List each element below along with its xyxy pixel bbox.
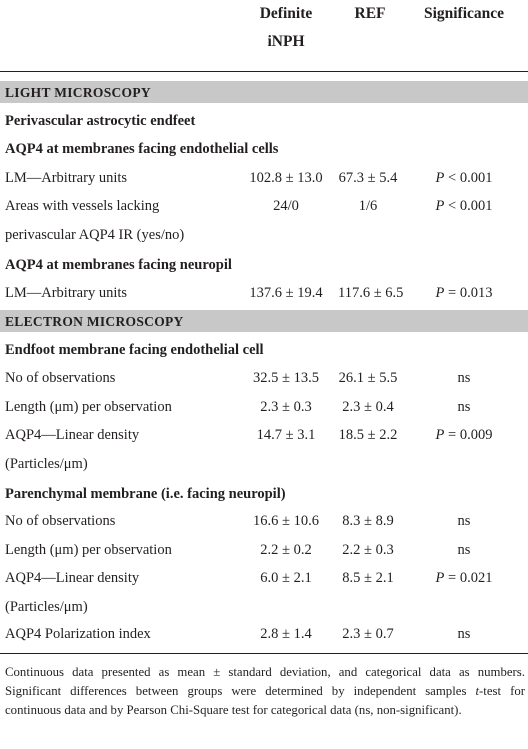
subgroup-title-parenchymal: Parenchymal membrane (i.e. facing neuropil) bbox=[5, 486, 286, 502]
row-label: No of observations bbox=[5, 513, 116, 529]
cell-ref: 1/6 bbox=[358, 198, 378, 214]
cell-definite: 32.5 ± 13.5 bbox=[253, 370, 319, 386]
p-value: < 0.001 bbox=[444, 198, 493, 214]
p-symbol: P bbox=[435, 427, 445, 443]
cell-ref: 2.3 ± 0.4 bbox=[342, 399, 394, 415]
table-row bbox=[0, 393, 528, 421]
row-label: AQP4 Polarization index bbox=[5, 626, 151, 642]
cell-ref: 26.1 ± 5.5 bbox=[338, 370, 398, 386]
row-label-continuation: (Particles/μm) bbox=[5, 456, 88, 472]
footnote-t-italic: t bbox=[475, 684, 480, 698]
header-definite-line1: Definite bbox=[259, 5, 313, 22]
cell-ref: 18.5 ± 2.2 bbox=[338, 427, 398, 443]
table-footnote bbox=[5, 663, 525, 720]
cell-definite: 2.8 ± 1.4 bbox=[260, 626, 312, 642]
header-significance: Significance bbox=[423, 5, 505, 22]
cell-definite: 14.7 ± 3.1 bbox=[256, 427, 316, 443]
cell-definite: 102.8 ± 13.0 bbox=[249, 170, 323, 186]
table-row bbox=[0, 564, 528, 592]
cell-definite: 2.3 ± 0.3 bbox=[260, 399, 312, 415]
subgroup-title-endothelial: AQP4 at membranes facing endothelial cells bbox=[5, 141, 279, 157]
cell-definite: 24/0 bbox=[273, 198, 299, 214]
table-header bbox=[0, 0, 528, 70]
table-row bbox=[0, 507, 528, 535]
p-symbol: P bbox=[435, 285, 445, 301]
group-title-perivascular: Perivascular astrocytic endfeet bbox=[5, 113, 196, 129]
cell-ref: 8.3 ± 8.9 bbox=[342, 513, 394, 529]
table-row bbox=[0, 279, 528, 307]
cell-ref: 2.3 ± 0.7 bbox=[342, 626, 394, 642]
p-value: = 0.021 bbox=[444, 570, 493, 586]
p-value: < 0.001 bbox=[444, 170, 493, 186]
table-row bbox=[0, 192, 528, 220]
cell-ref: 2.2 ± 0.3 bbox=[342, 542, 394, 558]
row-label: AQP4—Linear density bbox=[5, 570, 140, 586]
p-symbol: P bbox=[435, 198, 445, 214]
cell-definite: 137.6 ± 19.4 bbox=[249, 285, 323, 301]
table-row bbox=[0, 164, 528, 192]
row-label: LM—Arbitrary units bbox=[5, 285, 128, 301]
cell-significance bbox=[400, 164, 528, 192]
row-label: No of observations bbox=[5, 370, 116, 386]
cell-definite: 6.0 ± 2.1 bbox=[260, 570, 312, 586]
footer-rule bbox=[0, 653, 528, 654]
cell-significance bbox=[400, 564, 528, 592]
cell-significance bbox=[400, 279, 528, 307]
row-label: Areas with vessels lacking bbox=[5, 198, 160, 214]
p-value: = 0.013 bbox=[444, 285, 493, 301]
subgroup-title-endfoot: Endfoot membrane facing endothelial cell bbox=[5, 342, 264, 358]
cell-ref: 67.3 ± 5.4 bbox=[338, 170, 398, 186]
header-ref: REF bbox=[354, 5, 386, 22]
row-label: Length (μm) per observation bbox=[5, 399, 172, 415]
cell-significance bbox=[400, 192, 528, 220]
section-light-microscopy: LIGHT MICROSCOPY bbox=[0, 81, 528, 103]
p-value: = 0.009 bbox=[444, 427, 493, 443]
header-rule bbox=[0, 71, 528, 72]
cell-definite: 16.6 ± 10.6 bbox=[253, 513, 319, 529]
table-row bbox=[0, 421, 528, 449]
subgroup-title-neuropil: AQP4 at membranes facing neuropil bbox=[5, 257, 232, 273]
row-label-continuation: (Particles/μm) bbox=[5, 599, 88, 615]
table-row bbox=[0, 536, 528, 564]
cell-ref: 117.6 ± 6.5 bbox=[338, 285, 404, 301]
p-symbol: P bbox=[435, 170, 445, 186]
row-label: AQP4—Linear density bbox=[5, 427, 140, 443]
footnote-text-2: -test for continuous data and by Pearson Chi-Square test for categorical data (ns, non-significant). bbox=[5, 684, 525, 717]
cell-definite: 2.2 ± 0.2 bbox=[260, 542, 312, 558]
header-definite-inph bbox=[238, 0, 334, 56]
table-row bbox=[0, 620, 528, 648]
footnote-text-1: Continuous data presented as mean ± standard deviation, and categorical data as numbers. Significant differences between groups were determined by independent samples bbox=[5, 665, 525, 698]
cell-significance bbox=[400, 421, 528, 449]
header-definite-line2: iNPH bbox=[267, 33, 305, 50]
table-row bbox=[0, 364, 528, 392]
cell-significance: ns bbox=[457, 542, 471, 558]
cell-significance: ns bbox=[457, 513, 471, 529]
cell-ref: 8.5 ± 2.1 bbox=[342, 570, 394, 586]
p-symbol: P bbox=[435, 570, 445, 586]
cell-significance: ns bbox=[457, 370, 471, 386]
row-label: LM—Arbitrary units bbox=[5, 170, 128, 186]
row-label: Length (μm) per observation bbox=[5, 542, 172, 558]
cell-significance: ns bbox=[457, 626, 471, 642]
section-electron-microscopy: ELECTRON MICROSCOPY bbox=[0, 310, 528, 332]
row-label-continuation: perivascular AQP4 IR (yes/no) bbox=[5, 227, 185, 243]
cell-significance: ns bbox=[457, 399, 471, 415]
